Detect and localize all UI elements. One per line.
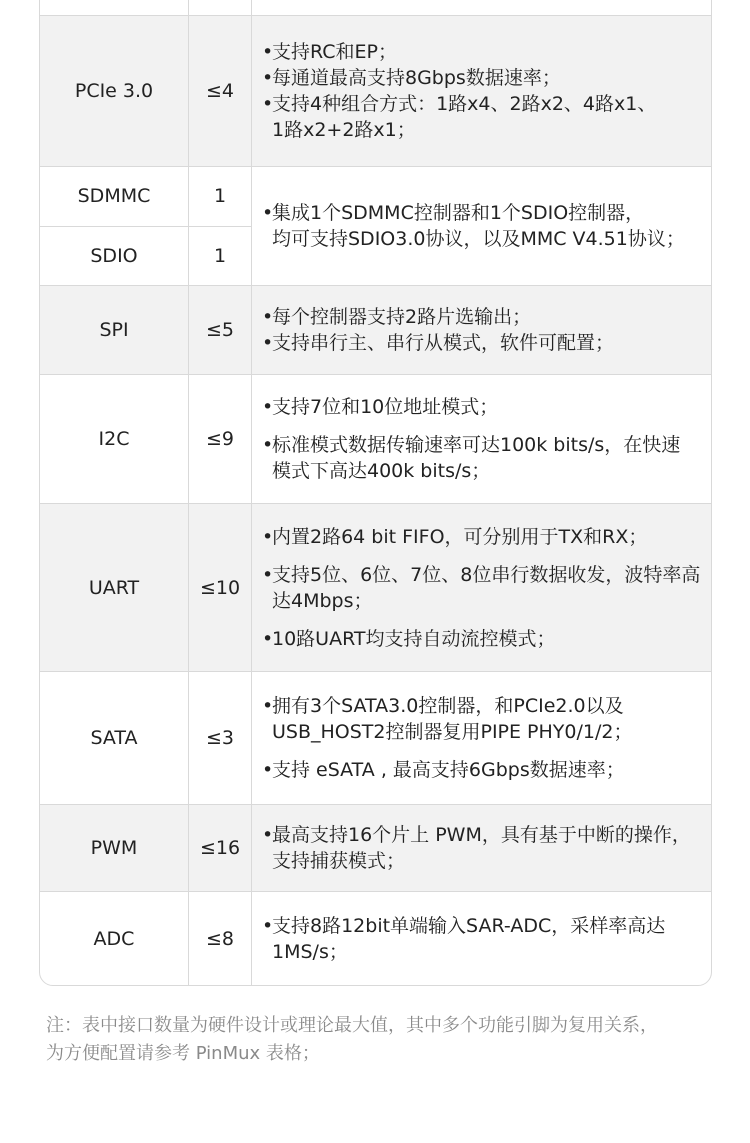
cell-count: ≤16 xyxy=(189,805,252,891)
desc-text: 达4Mbps； xyxy=(272,589,373,612)
desc-line xyxy=(262,432,711,484)
desc-line: • 支持RC和EP； xyxy=(262,39,711,65)
cell-count: ≤10 xyxy=(189,504,252,671)
desc-text: 拥有3个SATA3.0控制器，和PCIe2.0以及 xyxy=(272,695,624,717)
cell-name: ADC xyxy=(40,892,189,985)
desc-line: • 每个控制器支持2路片选输出； xyxy=(262,304,711,330)
desc-text: 支持5位、6位、7位、8位串行数据收发，波特率高 xyxy=(272,563,701,586)
desc-line: • 支持串行主、串行从模式，软件可配置； xyxy=(262,330,711,356)
cell-desc xyxy=(252,167,711,285)
footnote-line: 为方便配置请参考 PinMux 表格； xyxy=(46,1043,320,1064)
desc-line: • 每通道最高支持8Gbps数据速率； xyxy=(262,65,711,91)
cell-desc xyxy=(252,504,711,671)
desc-line xyxy=(262,693,711,745)
desc-line: • 支持8路12bit单端输入SAR-ADC，采样率高达 xyxy=(262,913,711,939)
table-row xyxy=(40,15,711,166)
cell-desc xyxy=(252,16,711,166)
table-row xyxy=(40,804,711,891)
desc-line: • 支持4种组合方式：1路x4、2路x2、4路x1、 xyxy=(262,91,711,117)
cell-count: ≤9 xyxy=(189,375,252,503)
cell-name: UART xyxy=(40,504,189,671)
table-row xyxy=(40,285,711,374)
cell-name: SPI xyxy=(40,286,189,374)
cell-desc xyxy=(252,805,711,891)
cell-desc xyxy=(252,0,711,15)
cell-desc xyxy=(252,375,711,503)
cell-count: 1 xyxy=(213,185,227,208)
table-row xyxy=(40,374,711,503)
interface-table xyxy=(39,0,712,986)
cell-count: 1 xyxy=(213,244,227,267)
cell-count: ≤4 xyxy=(189,16,252,166)
desc-text: 模式下高达400k bits/s； xyxy=(272,460,491,482)
cell-name: SATA xyxy=(40,672,189,804)
cell-desc xyxy=(252,672,711,804)
cell-desc xyxy=(252,286,711,374)
desc-line: • 内置2路64 bit FIFO，可分别用于TX和RX； xyxy=(262,524,711,550)
desc-line: 均可支持SDIO3.0协议，以及MMC V4.51协议； xyxy=(272,228,685,250)
cell-name xyxy=(40,0,189,15)
desc-line: 1路x2+2路x1； xyxy=(272,119,416,141)
table-row xyxy=(40,503,711,671)
cell-group xyxy=(40,167,252,285)
subrow-sdio xyxy=(40,226,251,286)
desc-text: 标准模式数据传输速率可达100k bits/s，在快速 xyxy=(272,434,681,456)
footnote xyxy=(46,1012,726,1068)
cell-count: ≤5 xyxy=(189,286,252,374)
desc-line: 1MS/s； xyxy=(272,940,348,963)
cell-name: SDIO xyxy=(40,227,189,286)
cell-name: PCIe 3.0 xyxy=(40,16,189,166)
cell-name: SDMMC xyxy=(40,167,189,226)
table-row xyxy=(40,0,711,15)
desc-text: USB_HOST2控制器复用PIPE PHY0/1/2； xyxy=(272,721,633,743)
subrow-sdmmc xyxy=(40,167,251,226)
cell-desc xyxy=(252,892,711,985)
cell-count: ≤3 xyxy=(189,672,252,804)
table-row xyxy=(40,891,711,985)
desc-line: • 支持7位和10位地址模式； xyxy=(262,394,711,420)
cell-count: ≤8 xyxy=(189,892,252,985)
desc-line: • 集成1个SDMMC控制器和1个SDIO控制器， xyxy=(262,200,711,226)
desc-line xyxy=(262,562,711,614)
table-row xyxy=(40,671,711,804)
desc-line: 支持捕获模式； xyxy=(272,850,406,872)
cell-count xyxy=(189,0,252,15)
desc-line: • 支持 eSATA , 最高支持6Gbps数据速率； xyxy=(262,757,711,783)
table-row xyxy=(40,166,711,285)
desc-line: • 10路UART均支持自动流控模式； xyxy=(262,626,711,652)
footnote-line: 注：表中接口数量为硬件设计或理论最大值，其中多个功能引脚为复用关系， xyxy=(46,1015,658,1036)
cell-name: I2C xyxy=(40,375,189,503)
desc-line: • 最高支持16个片上 PWM，具有基于中断的操作， xyxy=(262,822,711,848)
cell-name: PWM xyxy=(40,805,189,891)
